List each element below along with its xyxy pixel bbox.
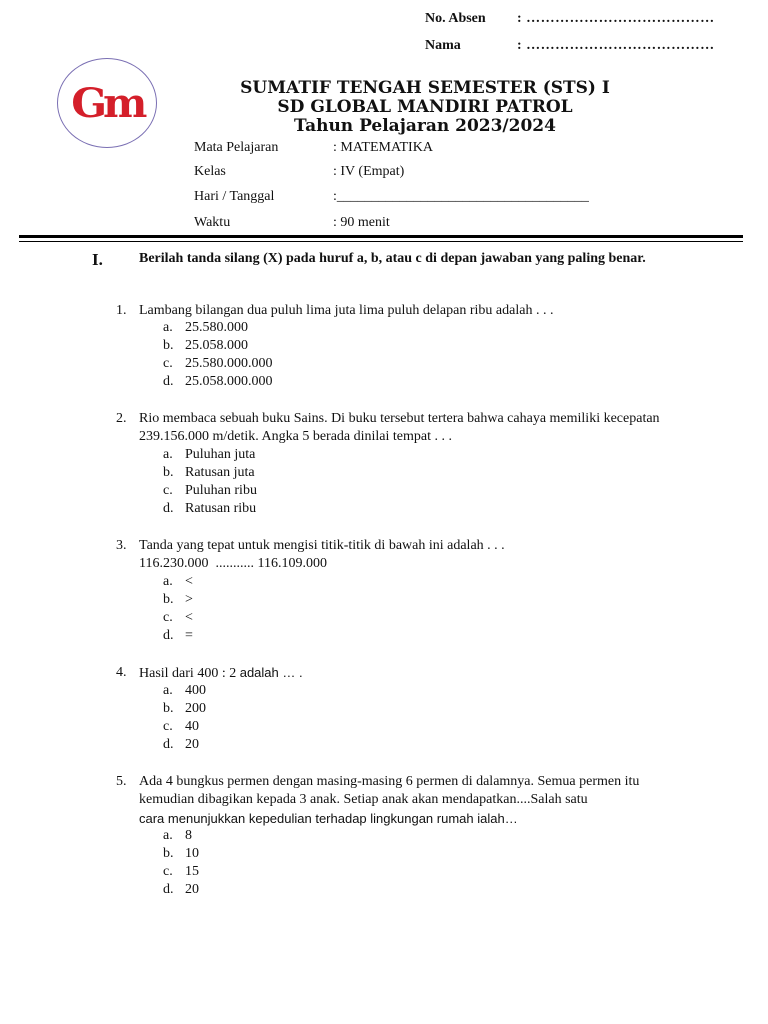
title-line-2: SD GLOBAL MANDIRI PATROL: [277, 97, 573, 117]
info-value-date[interactable]: :____________________________________: [333, 189, 589, 204]
question-5: [0, 773, 768, 813]
option-text: 40: [185, 719, 199, 734]
option-letter: a.: [163, 683, 173, 698]
option-letter: d.: [163, 882, 174, 897]
option-text: 200: [185, 701, 206, 716]
question-number: 5.: [116, 774, 127, 789]
absen-field[interactable]: : …………………………………: [517, 11, 715, 26]
question-text: Tanda yang tepat untuk mengisi titik-titik di bawah ini adalah . . .: [139, 538, 505, 553]
info-value-subject: : MATEMATIKA: [333, 140, 433, 155]
question-number: 4.: [116, 665, 127, 680]
option-text: 8: [185, 828, 192, 843]
question-1: [0, 302, 768, 322]
option-letter: b.: [163, 465, 174, 480]
option-letter: c.: [163, 719, 173, 734]
option-text: Ratusan juta: [185, 465, 255, 480]
option-letter: a.: [163, 320, 173, 335]
option-text: 400: [185, 683, 206, 698]
header-divider-thin: [19, 241, 743, 242]
option-text: =: [185, 628, 193, 643]
option-text: 25.058.000: [185, 338, 248, 353]
nama-label: Nama: [425, 38, 461, 53]
option-text: >: [185, 592, 193, 607]
option-letter: d.: [163, 737, 174, 752]
info-value-class: : IV (Empat): [333, 164, 405, 179]
question-5-text-line-3: cara menunjukkan kepedulian terhadap lingkungan rumah ialah…: [139, 811, 518, 826]
question-text: Ada 4 bungkus permen dengan masing-masing 6 permen di dalamnya. Semua permen itu kemudian dibagikan kepada 3 anak. Setiap anak akan mendapatkan....Salah satu: [139, 774, 640, 807]
option-text: 25.058.000.000: [185, 374, 273, 389]
option-letter: c.: [163, 356, 173, 371]
question-3-comparison: 116.230.000 ........... 116.109.000: [139, 556, 327, 571]
option-letter: a.: [163, 574, 173, 589]
question-text: Lambang bilangan dua puluh lima juta lima puluh delapan ribu adalah . . .: [139, 303, 554, 318]
option-letter: a.: [163, 828, 173, 843]
section-instruction: Berilah tanda silang (X) pada huruf a, b, atau c di depan jawaban yang paling benar.: [139, 251, 646, 266]
info-label-time: Waktu: [194, 215, 231, 230]
logo-text: Gm: [71, 79, 143, 127]
school-logo: [57, 58, 157, 148]
option-text: 20: [185, 882, 199, 897]
title-line-3: Tahun Pelajaran 2023/2024: [294, 116, 556, 136]
option-letter: d.: [163, 374, 174, 389]
option-text: Ratusan ribu: [185, 501, 257, 516]
option-letter: c.: [163, 864, 173, 879]
option-text: 25.580.000.000: [185, 356, 273, 371]
question-number: 1.: [116, 303, 127, 318]
option-letter: d.: [163, 628, 174, 643]
option-text: <: [185, 610, 193, 625]
question-text-part-2: adalah … .: [239, 665, 303, 680]
absen-label: No. Absen: [425, 11, 486, 26]
option-letter: a.: [163, 447, 173, 462]
question-text: Rio membaca sebuah buku Sains. Di buku tersebut tertera bahwa cahaya memiliki kecepatan 239.156.000 m/detik. Angka 5 berada dinilai tempat . . .: [139, 411, 660, 444]
option-letter: b.: [163, 338, 174, 353]
info-label-date: Hari / Tanggal: [194, 189, 275, 204]
option-text: 15: [185, 864, 199, 879]
info-label-subject: Mata Pelajaran: [194, 140, 279, 155]
option-letter: c.: [163, 483, 173, 498]
option-letter: b.: [163, 592, 174, 607]
option-text: Puluhan ribu: [185, 483, 257, 498]
question-text-part-1: Hasil dari 400 : 2: [139, 666, 240, 681]
option-letter: b.: [163, 701, 174, 716]
option-letter: d.: [163, 501, 174, 516]
section-number: I.: [92, 250, 103, 269]
option-text: 20: [185, 737, 199, 752]
option-text: <: [185, 574, 193, 589]
info-label-class: Kelas: [194, 164, 226, 179]
question-2: [0, 410, 768, 450]
option-letter: c.: [163, 610, 173, 625]
question-text: [139, 664, 679, 683]
question-4: [0, 664, 768, 684]
option-text: Puluhan juta: [185, 447, 256, 462]
question-number: 3.: [116, 538, 127, 553]
info-value-time: : 90 menit: [333, 215, 390, 230]
option-letter: b.: [163, 846, 174, 861]
nama-field[interactable]: : …………………………………: [517, 38, 715, 53]
title-line-1: SUMATIF TENGAH SEMESTER (STS) I: [240, 78, 610, 98]
header-divider-thick: [19, 235, 743, 238]
option-text: 10: [185, 846, 199, 861]
question-number: 2.: [116, 411, 127, 426]
option-text: 25.580.000: [185, 320, 248, 335]
question-3: [0, 537, 768, 557]
